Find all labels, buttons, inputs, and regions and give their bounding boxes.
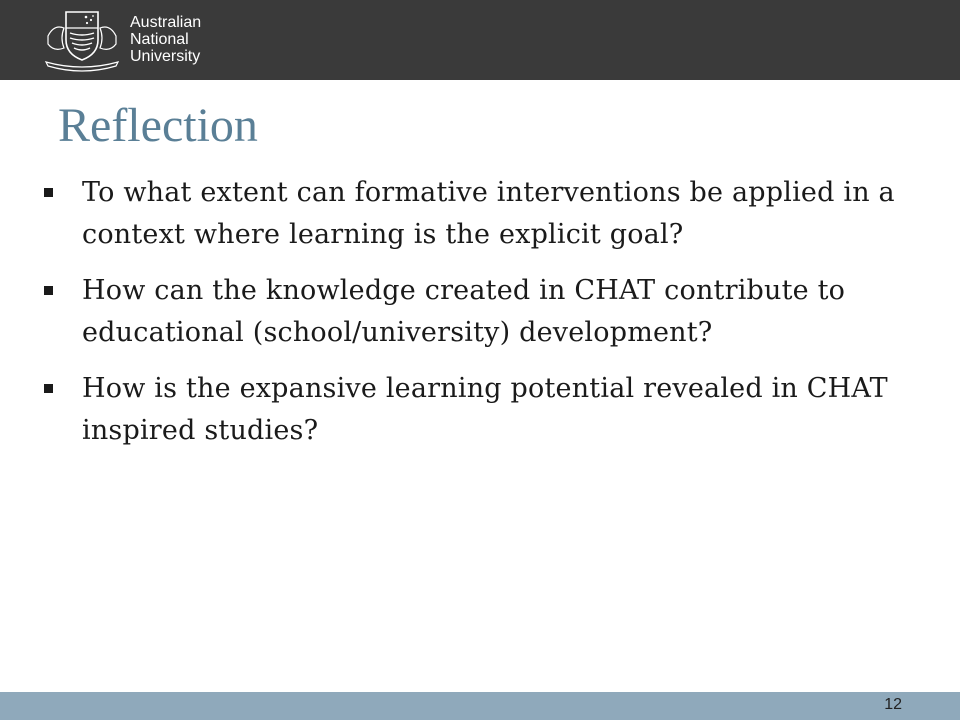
square-bullet-icon [44, 286, 53, 295]
bullet-list [40, 172, 920, 466]
slide-title: Reflection [58, 99, 258, 152]
header-bar [0, 0, 960, 80]
logo-line-3: University [130, 48, 201, 65]
logo-line-1: Australian [130, 14, 202, 31]
crest-icon [40, 6, 124, 72]
square-bullet-icon [44, 384, 53, 393]
bullet-item [40, 172, 920, 256]
page-number: 12 [884, 696, 902, 713]
bullet-text: How is the expansive learning potential revealed in CHAT inspired studies? [82, 373, 888, 446]
bullet-text: How can the knowledge created in CHAT contribute to educational (school/university) development? [82, 275, 846, 348]
square-bullet-icon [44, 188, 53, 197]
footer-bar [0, 692, 960, 720]
bullet-text: To what extent can formative interventions be applied in a context where learning is the explicit goal? [82, 177, 895, 250]
bullet-item [40, 368, 920, 452]
bullet-item [40, 270, 920, 354]
logo-wordmark [130, 14, 201, 65]
anu-logo [40, 6, 230, 72]
logo-line-2: National [130, 31, 189, 48]
